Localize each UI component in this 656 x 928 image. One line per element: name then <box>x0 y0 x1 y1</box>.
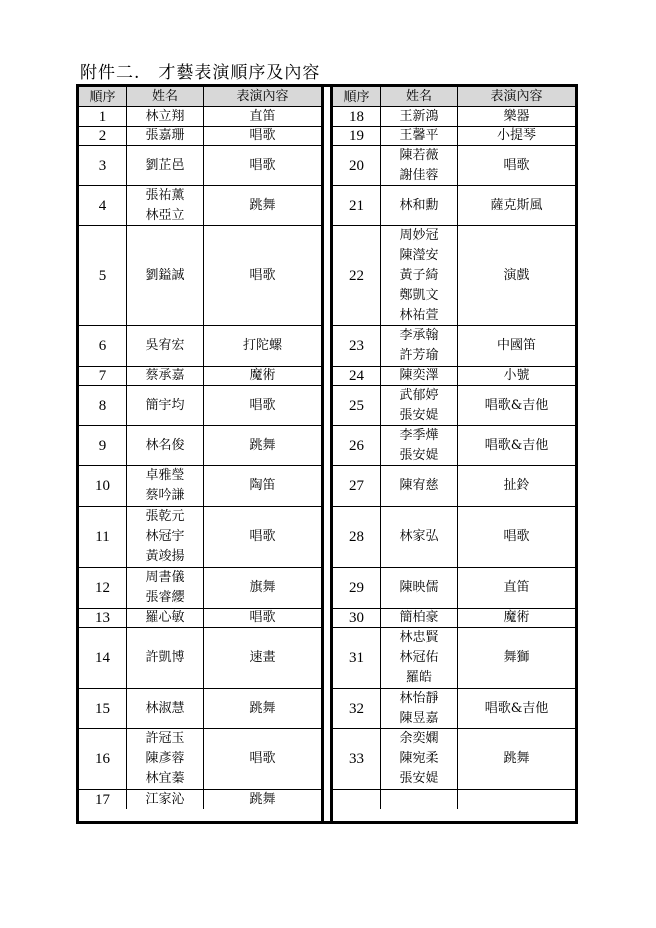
performer-name: 江家沁 <box>145 791 185 807</box>
performance-content: 直笛 <box>249 108 276 124</box>
order-number: 32 <box>333 689 381 728</box>
performer-name: 林冠宇 <box>145 529 185 544</box>
performer-names <box>381 790 458 809</box>
performance-content: 唱歌 <box>249 397 276 413</box>
performer-name: 王新鴻 <box>399 108 439 124</box>
performer-name: 張安媞 <box>399 771 439 786</box>
order-number: 1 <box>79 107 127 126</box>
performance-content: 唱歌&吉他 <box>484 700 549 716</box>
order-number: 14 <box>79 628 127 688</box>
table-left-half <box>79 87 324 821</box>
performer-name: 林立翔 <box>145 108 185 124</box>
performer-names <box>381 386 458 425</box>
performer-name: 劉鎰誠 <box>145 267 185 283</box>
order-number: 2 <box>79 127 127 145</box>
performer-name: 陳昱嘉 <box>399 710 439 726</box>
performer-name: 林怡靜 <box>399 690 439 706</box>
order-number: 11 <box>79 507 127 567</box>
performer-name: 蔡吟謙 <box>145 488 185 503</box>
performer-names <box>381 628 458 688</box>
table-row <box>333 426 575 466</box>
performance-content: 跳舞 <box>249 437 276 453</box>
performer-name: 許凱博 <box>145 650 185 665</box>
performance-content: 跳舞 <box>503 751 530 766</box>
performer-names <box>381 609 458 627</box>
order-number: 23 <box>333 326 381 366</box>
page-title: 附件二. 才藝表演順序及內容 <box>80 63 321 83</box>
performer-names <box>127 568 204 608</box>
performance-content: 打陀螺 <box>242 338 282 353</box>
performer-names <box>381 466 458 506</box>
performance-content: 魔術 <box>249 368 276 383</box>
table-row <box>79 127 321 146</box>
performer-names <box>127 466 204 506</box>
order-number: 13 <box>79 609 127 627</box>
performance-table <box>76 84 578 824</box>
performer-name: 陳奕澤 <box>399 368 439 383</box>
table-row <box>79 386 321 426</box>
performance-content <box>458 790 575 809</box>
performer-name: 劉芷邑 <box>145 157 185 173</box>
performance-content: 速畫 <box>249 650 276 665</box>
performer-name: 陳彥蓉 <box>145 751 185 766</box>
table-row <box>79 367 321 386</box>
performer-names <box>381 568 458 608</box>
performer-names <box>127 326 204 366</box>
order-number: 7 <box>79 367 127 385</box>
performance-content: 小號 <box>503 368 530 383</box>
performer-names <box>127 507 204 567</box>
performer-name: 林和勳 <box>399 197 439 213</box>
table-row <box>333 146 575 186</box>
order-number: 4 <box>79 186 127 225</box>
performance-content: 唱歌 <box>503 157 530 173</box>
performer-names <box>127 226 204 325</box>
performer-name: 羅心敏 <box>145 610 185 625</box>
order-number: 29 <box>333 568 381 608</box>
order-number: 27 <box>333 466 381 506</box>
order-number: 6 <box>79 326 127 366</box>
performer-names <box>127 127 204 145</box>
order-number: 30 <box>333 609 381 627</box>
performer-name: 李承翰 <box>399 328 439 343</box>
performer-name: 林忠賢 <box>399 630 439 645</box>
performer-name: 吳宥宏 <box>145 338 185 353</box>
order-number: 19 <box>333 127 381 145</box>
table-row <box>79 186 321 226</box>
order-number: 21 <box>333 186 381 225</box>
performer-name: 蔡承嘉 <box>145 368 185 383</box>
performance-content: 樂器 <box>503 108 530 124</box>
table-row <box>333 609 575 628</box>
performer-names <box>381 689 458 728</box>
table-row <box>79 790 321 809</box>
performer-name: 簡宇均 <box>145 397 185 413</box>
performance-content: 小提琴 <box>496 128 536 143</box>
performer-names <box>127 689 204 728</box>
performance-content: 唱歌 <box>249 610 276 625</box>
order-number: 20 <box>333 146 381 185</box>
performer-name: 周書儀 <box>145 570 185 585</box>
performer-names <box>381 729 458 789</box>
performer-names <box>127 790 204 809</box>
table-row <box>333 507 575 568</box>
performer-name: 林淑慧 <box>145 700 185 716</box>
performance-content: 跳舞 <box>249 197 276 213</box>
performer-name: 林名俊 <box>145 437 185 453</box>
performer-name: 林亞立 <box>145 207 185 223</box>
performance-content: 直笛 <box>503 580 530 595</box>
table-row <box>79 426 321 466</box>
order-number: 10 <box>79 466 127 506</box>
performer-name: 陳宥慈 <box>399 478 439 493</box>
performer-name: 鄭凱文 <box>399 287 439 303</box>
performer-names <box>127 729 204 789</box>
table-row <box>333 127 575 146</box>
performer-names <box>127 367 204 385</box>
performance-content: 扯鈴 <box>503 478 530 493</box>
order-number: 17 <box>79 790 127 809</box>
performance-content: 演戲 <box>503 267 530 283</box>
order-number: 15 <box>79 689 127 728</box>
performance-content: 跳舞 <box>249 700 276 716</box>
order-number: 8 <box>79 386 127 425</box>
table-row <box>333 107 575 127</box>
table-right-half <box>330 87 575 821</box>
table-row <box>79 507 321 568</box>
performer-name: 張祐薰 <box>145 187 185 203</box>
table-row <box>79 609 321 628</box>
table-row <box>333 790 575 809</box>
performer-name: 謝佳蓉 <box>399 167 439 183</box>
table-row <box>79 146 321 186</box>
performer-name: 張安媞 <box>399 447 439 463</box>
performance-content: 唱歌 <box>249 157 276 173</box>
performer-name: 黃竣揚 <box>145 549 185 564</box>
performer-name: 張安媞 <box>399 407 439 423</box>
performer-name: 簡柏豪 <box>399 610 439 625</box>
table-row <box>333 628 575 689</box>
header-order: 順序 <box>333 87 381 106</box>
order-number: 26 <box>333 426 381 465</box>
performance-content: 唱歌 <box>503 529 530 544</box>
order-number <box>333 790 381 809</box>
performer-name: 許芳瑜 <box>399 348 439 363</box>
performer-name: 張乾元 <box>145 509 185 524</box>
order-number: 9 <box>79 426 127 465</box>
table-row <box>333 689 575 729</box>
table-row <box>79 107 321 127</box>
performer-names <box>127 628 204 688</box>
performance-content: 薩克斯風 <box>490 197 543 213</box>
performer-name: 林祐萱 <box>399 307 439 323</box>
table-header-row <box>79 87 321 107</box>
performer-names <box>127 386 204 425</box>
performer-names <box>381 226 458 325</box>
performance-content: 唱歌 <box>249 267 276 283</box>
performer-name: 陳瀅安 <box>399 247 439 263</box>
table-header-row <box>333 87 575 107</box>
performer-names <box>127 186 204 225</box>
performer-names <box>127 609 204 627</box>
table-row <box>333 729 575 790</box>
performance-content: 唱歌&吉他 <box>484 397 549 413</box>
performer-name: 許冠玉 <box>145 731 185 746</box>
performer-name: 陳映儒 <box>399 580 439 595</box>
performance-content: 唱歌 <box>249 751 276 766</box>
table-row <box>333 568 575 609</box>
performance-content: 唱歌 <box>249 128 276 143</box>
order-number: 5 <box>79 226 127 325</box>
table-row <box>79 628 321 689</box>
performer-name: 黃子綺 <box>399 267 439 283</box>
performer-names <box>381 127 458 145</box>
order-number: 33 <box>333 729 381 789</box>
performer-name: 張睿纓 <box>145 590 185 605</box>
performer-name: 羅皓 <box>405 670 432 685</box>
performer-names <box>381 146 458 185</box>
performer-names <box>381 186 458 225</box>
table-row <box>333 386 575 426</box>
performer-names <box>381 367 458 385</box>
table-row <box>79 729 321 790</box>
performer-name: 武郁婷 <box>399 387 439 403</box>
performer-name: 陳若薇 <box>399 147 439 163</box>
performer-names <box>127 107 204 126</box>
order-number: 25 <box>333 386 381 425</box>
order-number: 18 <box>333 107 381 126</box>
order-number: 22 <box>333 226 381 325</box>
performer-names <box>381 507 458 567</box>
performer-name: 林冠佑 <box>399 650 439 665</box>
performer-name: 王馨平 <box>399 128 439 143</box>
performance-content: 魔術 <box>503 610 530 625</box>
performer-name: 張嘉珊 <box>145 128 185 143</box>
order-number: 3 <box>79 146 127 185</box>
table-row <box>79 689 321 729</box>
performer-name: 陳宛柔 <box>399 751 439 766</box>
performance-content: 唱歌 <box>249 529 276 544</box>
performer-names <box>381 426 458 465</box>
header-name: 姓名 <box>381 87 458 106</box>
order-number: 28 <box>333 507 381 567</box>
performance-content: 陶笛 <box>249 478 276 493</box>
performer-names <box>127 146 204 185</box>
performer-name: 余奕嫻 <box>399 731 439 746</box>
table-row <box>79 226 321 326</box>
performer-name: 卓雅瑩 <box>145 468 185 483</box>
performance-content: 旗舞 <box>249 580 276 595</box>
table-row <box>333 226 575 326</box>
performer-names <box>381 326 458 366</box>
performer-name: 林家弘 <box>399 529 439 544</box>
performance-content: 唱歌&吉他 <box>484 437 549 453</box>
table-row <box>79 466 321 507</box>
performer-name: 林宜蓁 <box>145 771 185 786</box>
order-number: 12 <box>79 568 127 608</box>
header-performance: 表演內容 <box>490 88 543 104</box>
performer-names <box>127 426 204 465</box>
performer-names <box>381 107 458 126</box>
table-row <box>79 326 321 367</box>
table-row <box>333 367 575 386</box>
header-name: 姓名 <box>127 87 204 106</box>
order-number: 24 <box>333 367 381 385</box>
table-row <box>333 186 575 226</box>
header-order: 順序 <box>79 87 127 106</box>
table-row <box>333 466 575 507</box>
order-number: 16 <box>79 729 127 789</box>
performance-content: 中國笛 <box>496 338 536 353</box>
performance-content: 跳舞 <box>249 791 276 807</box>
performer-name: 周妙冠 <box>399 227 439 243</box>
header-performance: 表演內容 <box>236 88 289 104</box>
order-number: 31 <box>333 628 381 688</box>
performance-content: 舞獅 <box>503 650 530 665</box>
table-row <box>79 568 321 609</box>
performer-name: 李季燁 <box>399 427 439 443</box>
table-row <box>333 326 575 367</box>
